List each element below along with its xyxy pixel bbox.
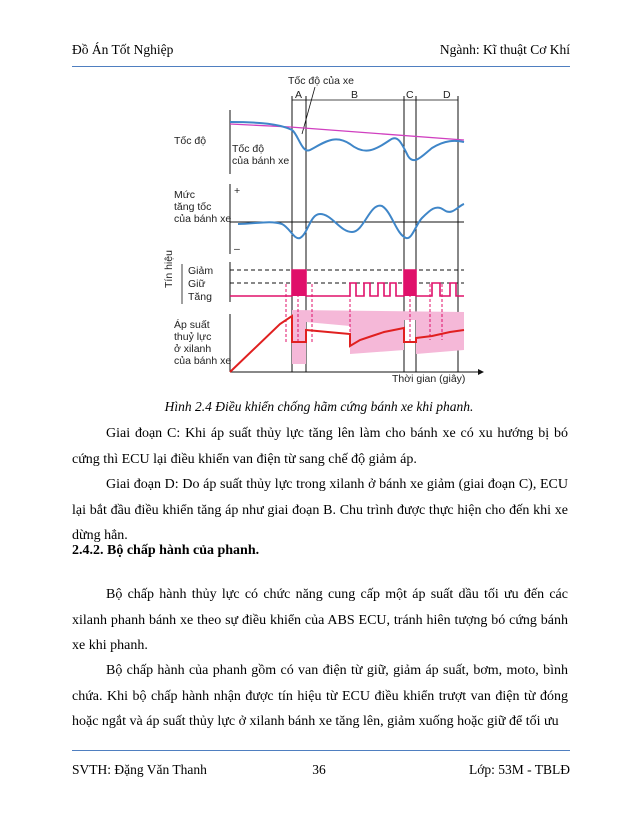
header-right: Ngành: Kĩ thuật Cơ Khí bbox=[439, 42, 570, 57]
header-left: Đồ Án Tốt Nghiệp bbox=[72, 42, 174, 57]
pressure-label-3: ở xilanh bbox=[174, 343, 212, 355]
signal-hold: Giữ bbox=[188, 278, 206, 290]
phase-b-label: B bbox=[351, 89, 359, 101]
footer-right: Lớp: 53M - TBLĐ bbox=[468, 762, 570, 777]
vehicle-speed-top-label: Tốc độ của xe bbox=[288, 75, 354, 87]
footer-rule bbox=[72, 750, 570, 751]
signal-axis-label: Tín hiệu bbox=[163, 250, 175, 288]
paragraph-actuator-components: Bộ chấp hành của phanh gồm có van điện từ giữ, giảm áp suất, bơm, moto, bình chứa. Khi bộ chấp hành nhận được tín hiệu từ ECU điều khiển trượt van điện từ đóng hoặc ngắt và áp suất thủy lực ở xilanh bánh xe tăng lên, giảm xuống hoặc giữ để tối ưu bbox=[72, 663, 568, 729]
signal-pulse-a bbox=[292, 270, 306, 296]
vehicle-speed-line bbox=[290, 127, 464, 140]
signal-pulse-c bbox=[404, 270, 416, 296]
paragraph-phase-d: Giai đoạn D: Do áp suất thủy lực trong xilanh ở bánh xe giảm (giai đoạn C), ECU lại bắt đầu điều khiển tăng áp như giai đoạn B. Chu trình được thực hiện cho đến khi xe dừng hẳn. bbox=[72, 477, 568, 543]
footer-left: SVTH: Đặng Văn Thanh bbox=[72, 762, 207, 777]
figure-caption: Hình 2.4 Điều khiển chống hãm cứng bánh xe khi phanh. bbox=[164, 399, 474, 414]
accel-minus: – bbox=[234, 243, 240, 255]
pressure-label-2: thuỷ lực bbox=[174, 331, 212, 343]
phase-d-label: D bbox=[443, 89, 451, 101]
paragraph-actuator-function: Bộ chấp hành thủy lực có chức năng cung cấp một áp suất dầu tối ưu đến các xilanh phanh bánh xe theo sự điều khiển của ABS ECU, tránh hiên tượng bó cứng bánh xe khi phanh. bbox=[72, 587, 568, 653]
time-axis-label: Thời gian (giây) bbox=[392, 373, 466, 385]
paragraph-phase-c: Giai đoạn C: Khi áp suất thủy lực tăng lên làm cho bánh xe có xu hướng bị bó cứng thì ECU lại điều khiển van điện từ sang chế độ giảm áp. bbox=[72, 426, 568, 467]
wheel-speed-label-1: Tốc độ bbox=[232, 143, 265, 155]
section-heading: 2.4.2. Bộ chấp hành của phanh. bbox=[72, 543, 260, 558]
abs-diagram bbox=[160, 74, 486, 386]
signal-decrease: Giảm bbox=[188, 265, 214, 277]
page-number: 36 bbox=[312, 762, 326, 777]
accel-plus: + bbox=[234, 185, 241, 197]
abs-control-figure bbox=[160, 74, 486, 386]
accel-label-3: của bánh xe bbox=[174, 213, 232, 225]
signal-increase: Tăng bbox=[188, 291, 212, 303]
pressure-label-4: của bánh xe bbox=[174, 355, 232, 367]
phase-a-label: A bbox=[295, 89, 303, 101]
wheel-accel-curve bbox=[238, 204, 464, 238]
phase-c-label: C bbox=[406, 89, 414, 101]
pressure-label-1: Áp suất bbox=[174, 319, 210, 331]
pressure-shading bbox=[292, 310, 464, 364]
wheel-speed-label-2: của bánh xe bbox=[232, 155, 290, 167]
header-rule bbox=[72, 66, 570, 67]
accel-label-1: Mức bbox=[174, 189, 196, 201]
accel-label-2: tăng tốc bbox=[174, 201, 212, 213]
speed-label: Tốc độ bbox=[174, 135, 207, 147]
